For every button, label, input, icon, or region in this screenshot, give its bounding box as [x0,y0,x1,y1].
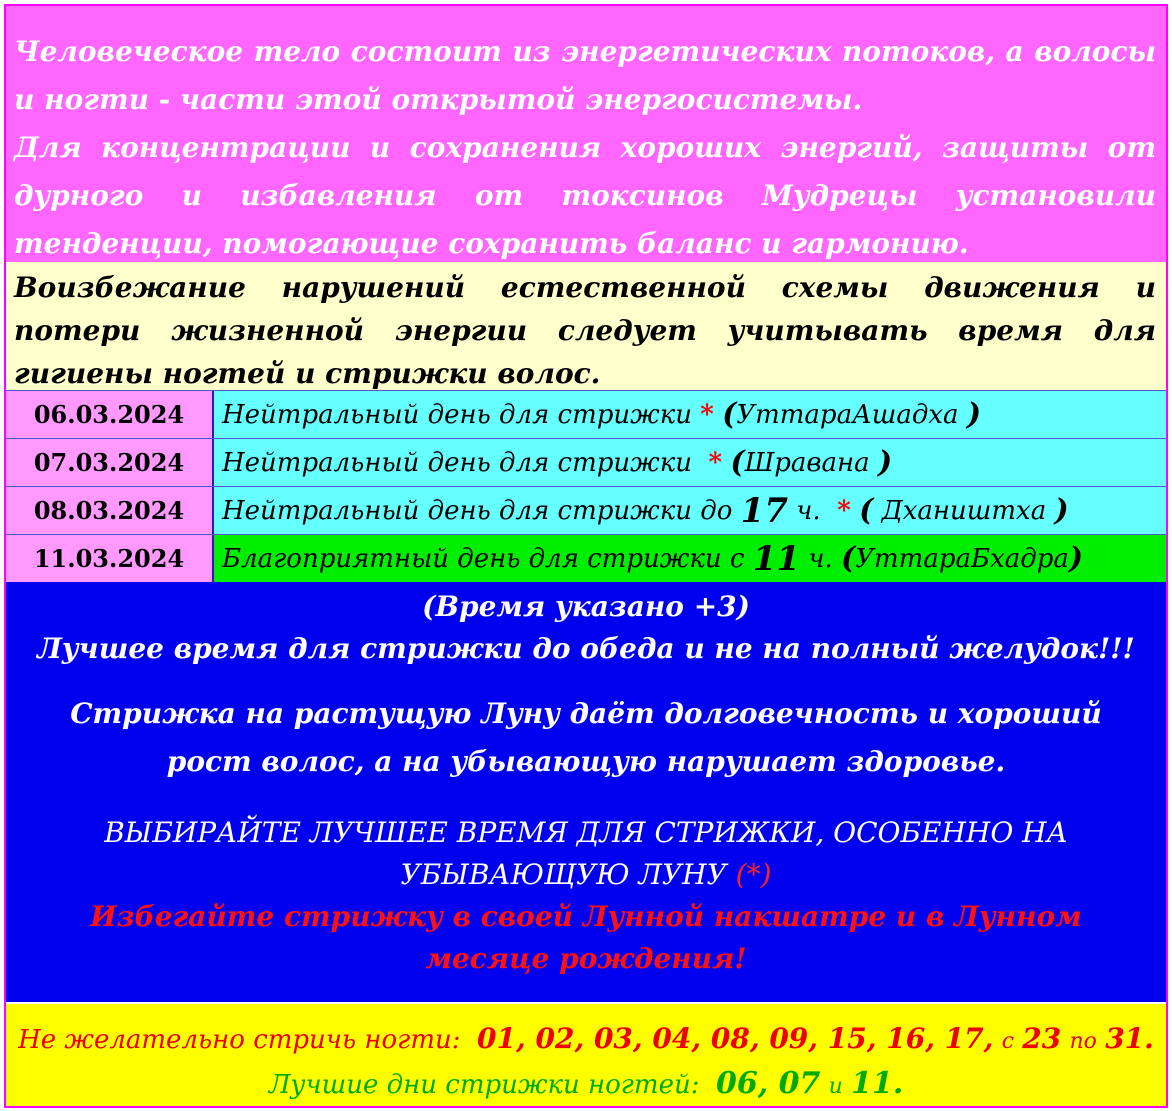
good-days-list: 06, 07 [716,1066,821,1101]
good-days-label: Лучшие дни стрижки ногтей: [268,1070,700,1100]
row-description [214,535,1166,582]
close-paren: ) [966,397,982,432]
hour-value: 17 [740,490,788,531]
row-date: 07.03.2024 [6,439,214,486]
from-word: с [1001,1029,1015,1054]
good-nail-days [6,1063,1166,1108]
intro-paragraph-2: Для концентрации и сохранения хороших энергий, защиты от дурного и избавления от токсинов Мудрецы установили тенденции, помогающие сохранить баланс и гармонию. [14,131,1156,260]
open-paren: ( [722,397,737,432]
row-text: Нейтральный день для стрижки [222,399,692,430]
last-good-day: 11. [851,1066,904,1101]
and-word: и [828,1074,843,1099]
row-text: Благоприятный день для стрижки с [222,543,745,574]
intro-paragraph-1: Человеческое тело состоит из энергетических потоков, а волосы и ногти - части этой открытой энергосистемы. [14,35,1156,116]
hour-value: 11 [752,538,801,579]
table-row [6,534,1166,582]
open-paren: ( [730,445,745,480]
hour-unit: ч. [796,495,821,526]
open-paren: ( [841,541,856,576]
row-date: 06.03.2024 [6,391,214,438]
nakshatra-name: УттараАшадха [736,399,959,430]
row-text: Нейтральный день для стрижки до [222,495,733,526]
close-paren: ) [1054,493,1069,528]
row-description [214,391,1166,438]
best-time-note: Лучшее время для стрижки до обеда и не на полный желудок!!! [37,632,1135,665]
choose-mark: (*) [735,858,772,891]
table-row [6,390,1166,438]
row-date: 08.03.2024 [6,487,214,534]
bad-days-list: 01, 02, 03, 04, 08, 09, 15, 16, 17, [477,1022,994,1055]
nails-section [6,1004,1166,1106]
nakshatra-name: Шравана [744,447,870,478]
choose-text: ВЫБИРАЙТЕ ЛУЧШЕЕ ВРЕМЯ ДЛЯ СТРИЖКИ, ОСОБЕННО НА УБЫВАЮЩУЮ ЛУНУ [104,816,1068,891]
time-note: (Время указано +3) [422,590,750,623]
close-paren: ) [877,445,893,480]
from-day: 23 [1022,1022,1062,1055]
warning-text: Воизбежание нарушений естественной схемы движения и потери жизненной энергии следует учитывать время для гигиены ногтей и стрижки волос. [14,271,1156,390]
avoid-note: Избегайте стрижку в своей Лунной накшатре и в Лунном месяце рождения! [90,900,1082,975]
nakshatra-name: УттараБхадра [855,543,1069,574]
warning-section [6,262,1166,390]
info-section [6,582,1166,1002]
hour-unit: ч. [808,543,833,574]
bad-days-label: Не желательно стричь ногти: [18,1025,461,1055]
open-paren: ( [859,493,874,528]
star-mark: * [700,399,714,430]
row-text: Нейтральный день для стрижки [222,447,692,478]
bad-nail-days [6,1018,1166,1063]
star-mark: * [837,495,851,526]
table-row [6,438,1166,486]
intro-section [6,6,1166,262]
table-row [6,486,1166,534]
row-description [214,439,1166,486]
choose-note [26,812,1146,896]
moon-note: Стрижка на растущую Луну даёт долговечность и хороший рост волос, а на убывающую нарушает здоровье. [70,697,1102,778]
row-date: 11.03.2024 [6,535,214,582]
to-day: 31. [1105,1022,1154,1055]
nakshatra-name: Дхаништха [881,495,1047,526]
close-paren: ) [1068,541,1084,576]
star-mark: * [708,447,723,478]
row-description [214,487,1166,534]
to-word: по [1069,1029,1097,1054]
